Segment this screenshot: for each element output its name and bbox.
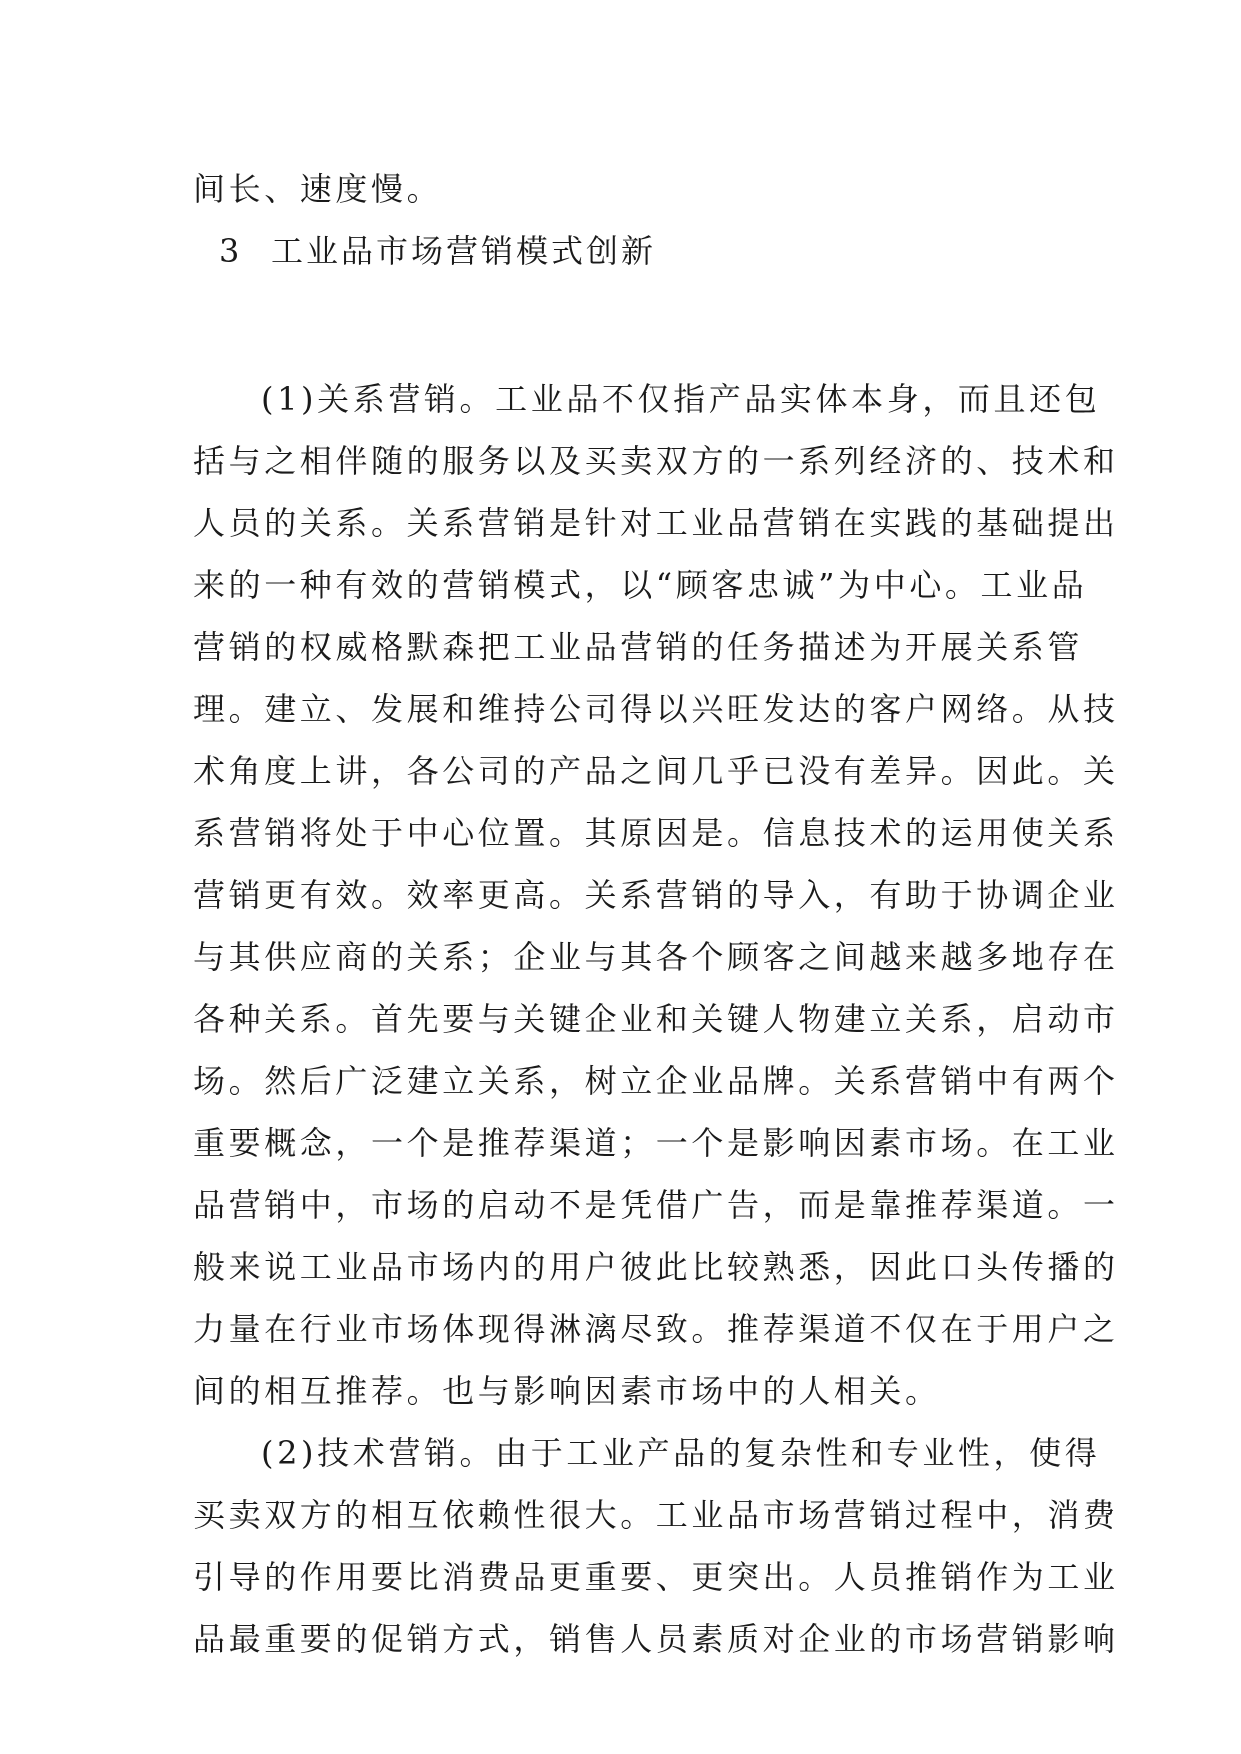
text-line: 间的相互推荐。也与影响因素市场中的人相关。 <box>193 1372 941 1410</box>
text-line: 品营销中，市场的启动不是凭借广告，而是靠推荐渠道。一 <box>193 1186 1119 1224</box>
text-line: 营销更有效。效率更高。关系营销的导入，有助于协调企业 <box>193 876 1119 914</box>
text-line: 重要概念，一个是推荐渠道；一个是影响因素市场。在工业 <box>193 1124 1119 1162</box>
text-line: 术角度上讲，各公司的产品之间几乎已没有差异。因此。关 <box>193 752 1119 790</box>
text-line: 间长、速度慢。 <box>193 170 443 208</box>
text-line: 人员的关系。关系营销是针对工业品营销在实践的基础提出 <box>193 504 1119 542</box>
paragraph-relationship-marketing <box>193 368 1119 1422</box>
text-line: 般来说工业品市场内的用户彼此比较熟悉，因此口头传播的 <box>193 1248 1119 1286</box>
text-line: 品最重要的促销方式，销售人员素质对企业的市场营销影响 <box>193 1620 1119 1658</box>
paragraph-technical-marketing <box>193 1422 1119 1670</box>
text-line: 营销的权威格默森把工业品营销的任务描述为开展关系管 <box>193 628 1084 666</box>
text-line: 理。建立、发展和维持公司得以兴旺发达的客户网络。从技 <box>193 690 1119 728</box>
text-line: 括与之相伴随的服务以及买卖双方的一系列经济的、技术和 <box>193 442 1119 480</box>
text-line: 力量在行业市场体现得淋漓尽致。推荐渠道不仅在于用户之 <box>193 1310 1119 1348</box>
text-line: 买卖双方的相互依赖性很大。工业品市场营销过程中，消费 <box>193 1496 1119 1534</box>
text-line: 来的一种有效的营销模式，以“顾客忠诚”为中心。工业品 <box>193 566 1088 604</box>
section-title: 工业品市场营销模式创新 <box>271 232 657 270</box>
text-line: (2)技术营销。由于工业产品的复杂性和专业性，使得 <box>261 1434 1101 1472</box>
text-line: 系营销将处于中心位置。其原因是。信息技术的运用使关系 <box>193 814 1119 852</box>
section-heading <box>193 220 1053 282</box>
text-line: 场。然后广泛建立关系，树立企业品牌。关系营销中有两个 <box>193 1062 1119 1100</box>
document-page <box>193 158 1119 1670</box>
text-line: 与其供应商的关系；企业与其各个顾客之间越来越多地存在 <box>193 938 1119 976</box>
text-line: (1)关系营销。工业品不仅指产品实体本身，而且还包 <box>261 380 1101 418</box>
text-line: 各种关系。首先要与关键企业和关键人物建立关系，启动市 <box>193 1000 1119 1038</box>
text-line: 引导的作用要比消费品更重要、更突出。人员推销作为工业 <box>193 1558 1119 1596</box>
section-number: 3 <box>219 232 243 270</box>
section-spacer <box>193 282 1053 368</box>
